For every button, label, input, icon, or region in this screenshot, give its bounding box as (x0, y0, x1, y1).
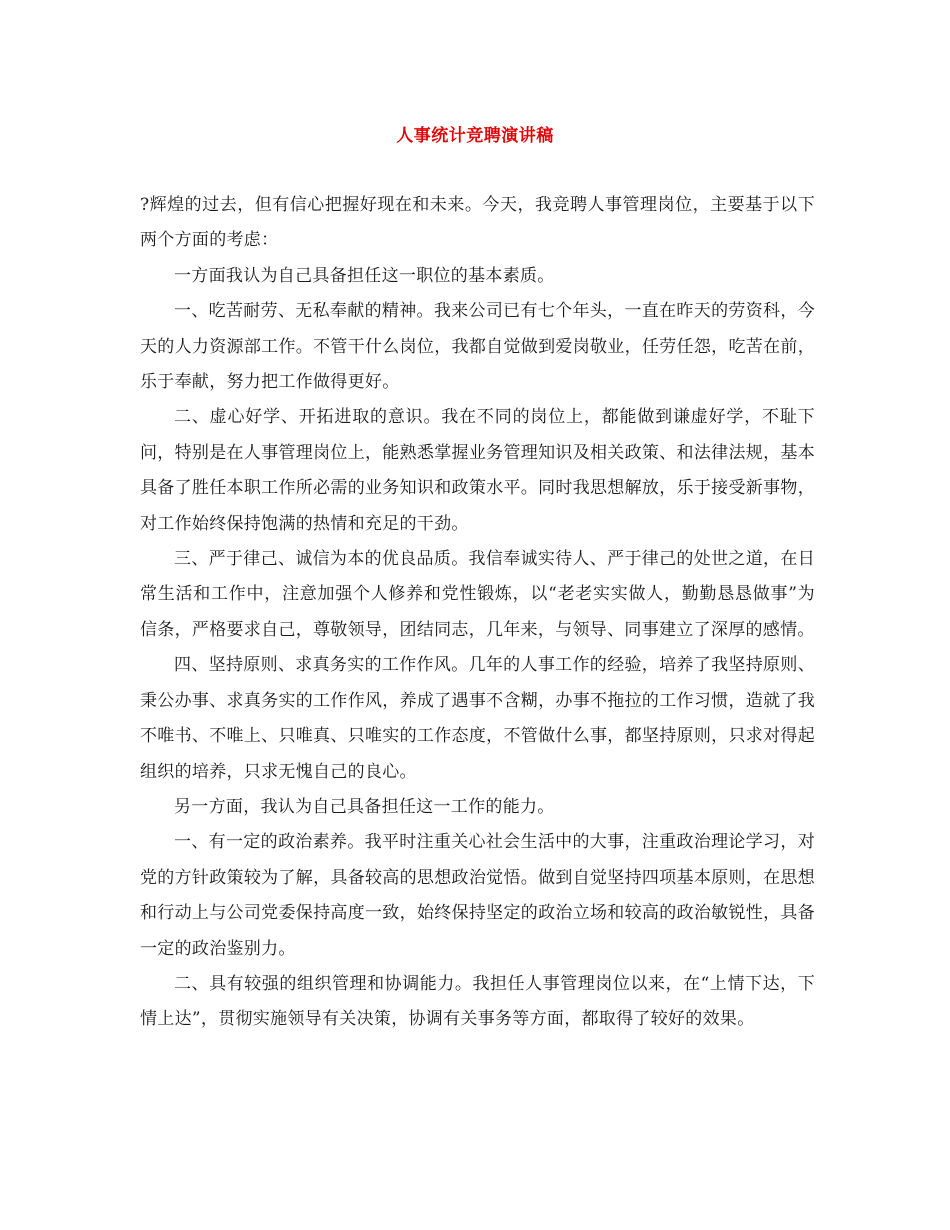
paragraph-quality-2: 二、虚心好学、开拓进取的意识。我在不同的岗位上，都能做到谦虚好学，不耻下问，特别是在人事管理岗位上，能熟悉掌握业务管理知识及相关政策、和法律法规，基本具备了胜任本职工作所必需的业务知识和政策水平。同时我思想解放，乐于接受新事物，对工作始终保持饱满的热情和充足的干劲。 (140, 407, 815, 534)
paragraph-ability-1: 一、有一定的政治素养。我平时注重关心社会生活中的大事，注重政治理论学习，对党的方针政策较为了解，具备较高的思想政治觉悟。做到自觉坚持四项基本原则，在思想和行动上与公司党委保持高度一致，始终保持坚定的政治立场和较高的政治敏锐性，具备一定的政治鉴别力。 (140, 832, 815, 959)
paragraph-ability-2: 二、具有较强的组织管理和协调能力。我担任人事管理岗位以来，在“上情下达，下情上达”，贯彻实施领导有关决策，协调有关事务等方面，都取得了较好的效果。 (140, 973, 815, 1030)
paragraph-quality-4: 四、坚持原则、求真务实的工作作风。几年的人事工作的经验，培养了我坚持原则、秉公办事、求真务实的工作作风，养成了遇事不含糊，办事不拖拉的工作习惯，造就了我不唯书、不唯上、只唯真、只唯实的工作态度，不管做什么事，都坚持原则，只求对得起组织的培养，只求无愧自己的良心。 (140, 655, 815, 782)
document-title: 人事统计竞聘演讲稿 (396, 126, 554, 146)
paragraph-quality-1: 一、吃苦耐劳、无私奉献的精神。我来公司已有七个年头，一直在昨天的劳资科，今天的人力资源部工作。不管干什么岗位，我都自觉做到爱岗敬业，任劳任怨，吃苦在前，乐于奉献，努力把工作做得更好。 (140, 301, 815, 393)
document-body (140, 188, 815, 1038)
paragraph-quality-3: 三、严于律己、诚信为本的优良品质。我信奉诚实待人、严于律己的处世之道，在日常生活和工作中，注意加强个人修养和党性锻炼，以“老老实实做人，勤勤恳恳做事”为信条，严格要求自己，尊敬领导，团结同志，几年来，与领导、同事建立了深厚的感情。 (140, 549, 815, 640)
paragraph-section-one-heading: 一方面我认为自己具备担任这一职位的基本素质。 (174, 265, 555, 286)
paragraph-intro: ?辉煌的过去，但有信心把握好现在和未来。今天，我竞聘人事管理岗位，主要基于以下两个方面的考虑： (140, 195, 815, 251)
paragraph-section-two-heading: 另一方面，我认为自己具备担任这一工作的能力。 (174, 796, 555, 817)
